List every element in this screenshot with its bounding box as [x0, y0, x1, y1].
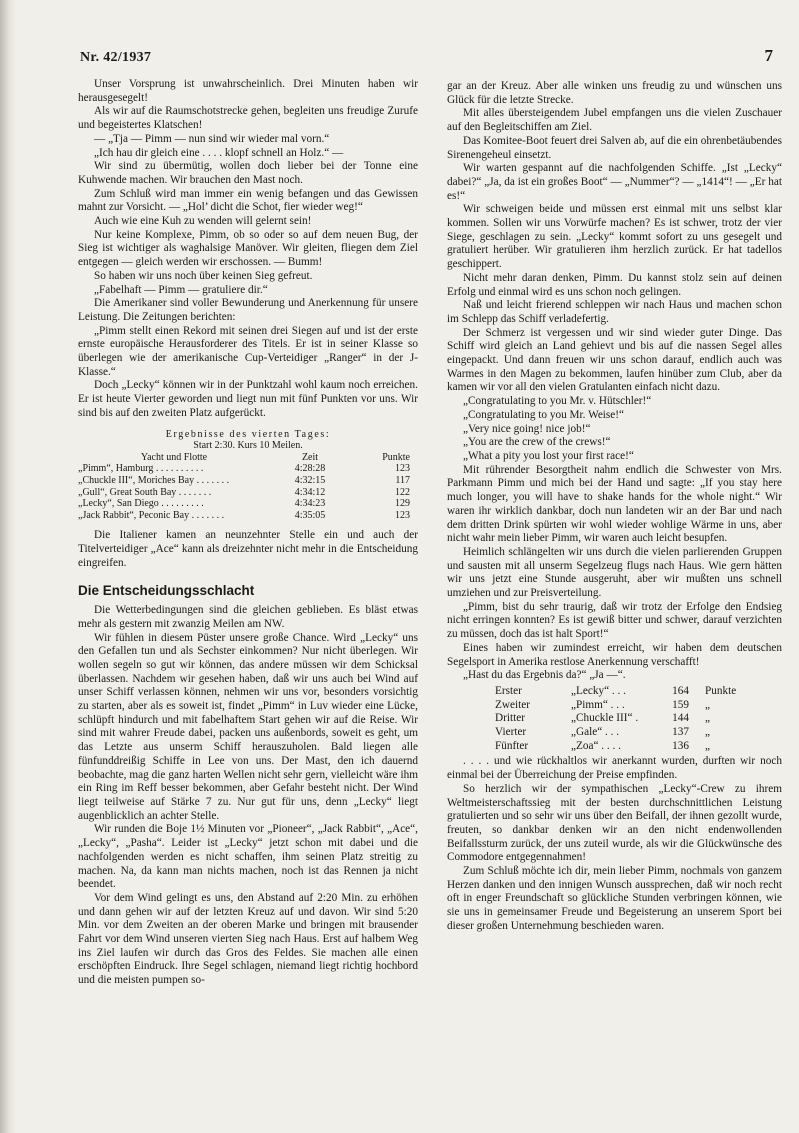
issue-number: Nr. 42/1937: [80, 50, 152, 65]
header-yacht: Yacht und Flotte: [140, 451, 208, 463]
paragraph: Wir sind zu übermütig, wollen doch lieber bei der Tonne eine Kuhwende machen. Wir brauchen den Mast noch.: [78, 160, 418, 186]
yacht-cell: „Gale“ . . .: [571, 726, 620, 739]
points-cell: 129: [395, 498, 410, 510]
place-cell: Vierter: [495, 726, 527, 739]
paragraph: Zum Schluß möchte ich dir, mein lieber Pimm, nochmals von ganzem Herzen danken und den innigen Wunsch aussprechen, daß wir noch recht oft in enger Freundschaft so glückliche Stunden verbringen können, wie sie uns in gemeinsamer Freude und Begeisterung an unserem Sport bei dieser großen Unternehmung beschieden waren.: [447, 865, 782, 932]
yacht-cell: „Chuckle III“, Moriches Bay . . . . . . .: [78, 474, 230, 486]
final-standings-table: [447, 685, 782, 754]
section-heading: Die Entscheidungsschlacht: [78, 583, 255, 599]
quote-line: „Congratulating to you Mr. v. Hütschler!“: [463, 395, 652, 408]
points-cell: 136: [672, 739, 689, 752]
paragraph: gar an der Kreuz. Aber alle winken uns freudig zu und wünschen uns Glück für die letzte Strecke.: [447, 80, 782, 106]
results-row: [78, 510, 418, 522]
points-cell: 137: [672, 726, 689, 739]
paragraph: Die Italiener kamen an neunzehnter Stelle ein und auch der Titelverteidiger „Ace“ kann als dreizehnter nicht mehr in die Entscheidung eingreifen.: [78, 529, 418, 569]
standings-row: [447, 685, 782, 699]
left-column: [78, 78, 418, 988]
place-cell: Zweiter: [495, 698, 530, 711]
yacht-cell: „Zoa“ . . . .: [571, 739, 621, 752]
paragraph: . . . . und wie rückhaltlos wir anerkannt wurden, durften wir noch einmal bei der Überreichung der Preise empfinden.: [447, 755, 782, 782]
results-row: [78, 498, 418, 510]
results-row: [78, 463, 418, 475]
paragraph: Wir fühlen in diesem Püster unsere große Chance. Wird „Lecky“ uns den Gefallen tun und als Sechster einkommen? Nur nicht überlegen. Wir wollen segeln so gut wir können, das andere müssen wir dem Schicksal überlassen. Nachdem wir gesehen haben, daß wir uns auch bei Wind auf unser Schiff verlassen können, nehmen wir uns vor, besonders vorsichtig zu starten, aber als es soweit ist, findet „Pimm“ in Luv wieder eine Lücke, schlüpft hindurch und mit fabelhaftem Start gehen wir auf die Reise. Wir sind mit wahrer Freude dabei, packen uns außenbords, soweit es geht, um das Letzte aus unserm Schiff herauszuholen. Bald liegen alle fünfunddreißig Schiffe in Lee von uns. Der Mast, den ich dauernd beobachte, mag die ganz harten Wellen nicht sehr gern, vielleicht wäre ihm ein Ring im Reff besser bekommen, aber Gefahr besteht nicht. Der Wind liegt teilweise auf Stärke 7 zu. Nur gut für uns, denn „Lecky“ liegt augenblicklich an achter Stelle.: [78, 631, 418, 822]
standings-row: [447, 740, 782, 754]
paragraph: Mit alles übersteigendem Jubel empfangen uns die vielen Zuschauer auf den Begleitschiffen am Ziel.: [447, 107, 782, 134]
points-cell: 117: [395, 474, 410, 486]
paragraph: Das Komitee-Boot feuert drei Salven ab, auf die ein ohrenbetäubendes Sirenengeheul einsetzt.: [447, 134, 782, 161]
paragraph: So herzlich wir der sympathischen „Lecky“-Crew zu ihrem Weltmeisterschaftssieg mit der besten durchschnittlichen Leistung gratulierten und so sehr wir uns über den Beifall, der ihnen gezollt wurde, freuten, so dankbar denken wir an den nicht endenwollenden Beifallssturm zurück, der uns zuteil wurde, als wir die Glückwünsche des Commodore entgegennahmen!: [447, 782, 782, 864]
paragraph: Mit rührender Besorgtheit nahm endlich die Schwester von Mrs. Parkmann Pimm und mich bei der Hand und sagte: „If you stay here much longer, you will have to shake hands for the whole night.“ Wir waren ihr wirklich dankbar, doch nun landeten wir an der Bar und nach dem dritten Drink spürten wir wohl wieder wohlige Wärme in uns, aber nicht wahr mein lieber Pimm, wir waren auch leicht besupfen.: [447, 463, 782, 545]
yacht-cell: „Lecky“ . . .: [571, 684, 626, 697]
yacht-cell: „Pimm“, Hamburg . . . . . . . . . .: [78, 463, 204, 475]
standings-row: [447, 699, 782, 713]
points-cell: 159: [672, 698, 689, 711]
time-cell: 4:35:05: [294, 509, 326, 521]
paragraph: Wir schweigen beide und müssen erst einmal mit uns selbst klar kommen. Sollen wir uns Vorwürfe machen? Es ist schwer, trotz der vier Siege, geschlagen zu sein. „Lecky“ kommt sofort zu uns gesegelt und gratuliert herüber. Wir gratulieren ihm herzlich zurück. Er hat tadellos geschippert.: [447, 203, 782, 271]
quote-line: „Very nice going! nice job!“: [463, 422, 591, 435]
quote-line: „You are the crew of the crews!“: [463, 436, 611, 449]
right-column: [447, 80, 782, 934]
results-row: [78, 487, 418, 499]
page-number: 7: [764, 46, 773, 65]
results-title: Ergebnisse des vierten Tages:: [165, 428, 331, 440]
paragraph: „Pimm stellt einen Rekord mit seinen drei Siegen auf und ist der erste ernste europäische Herausforderer des Titels. Er ist in seiner Klasse so überlegen wie der amerikanische Cup-Verteidiger „Ranger“ in der J-Klasse.“: [78, 324, 418, 378]
paragraph: Als wir auf die Raumschotstrecke gehen, begleiten uns freudige Zurufe und begeistertes Klatschen!: [78, 105, 418, 132]
yacht-cell: „Pimm“ . . .: [571, 698, 625, 711]
paragraph: Die Amerikaner sind voller Bewunderung und Anerkennung für unsere Leistung. Die Zeitungen berichten:: [78, 297, 418, 323]
time-cell: 4:28:28: [294, 463, 326, 475]
paragraph: Der Schmerz ist vergessen und wir sind wieder guter Dinge. Das Schiff wird gleich an Land gehievt und bis auf die nassen Segel alles eingepackt. Und dann freuen wir uns schon darauf, endlich auch was Warmes in den Magen zu bekommen, laufen hinüber zum Club, aber da kamen wir vor all den vielen Gratulanten einfach nicht dazu.: [447, 326, 782, 394]
day-four-results-table: [78, 429, 418, 522]
paragraph: Auch wie eine Kuh zu wenden will gelernt sein!: [94, 215, 312, 228]
place-cell: Dritter: [495, 712, 525, 725]
results-row: [78, 475, 418, 487]
paragraph: „Hast du das Ergebnis da?“ „Ja —“.: [463, 669, 626, 682]
unit-cell: „: [705, 698, 710, 711]
header-points: Punkte: [382, 451, 410, 463]
paragraph: Wir runden die Boje 1½ Minuten vor „Pioneer“, „Jack Rabbit“, „Ace“, „Lecky“, „Pasha“. Leider ist „Lecky“ jetzt schon mit dabei und die nachfolgenden werden es nicht schaffen, ihm seinen Platz streitig zu machen. Na, da kann man nichts machen, noch ist das Rennen ja nicht beendet.: [78, 823, 418, 891]
points-cell: 144: [672, 712, 689, 725]
paragraph: „Pimm, bist du sehr traurig, daß wir trotz der Erfolge den Endsieg nicht erringen konnten? Es ist gewiß bitter und schwer, darauf verzichten zu müssen, doch das ist halt Sport!“: [447, 600, 782, 641]
standings-row: [447, 726, 782, 740]
points-cell: 123: [395, 509, 410, 521]
points-cell: 123: [395, 463, 410, 475]
time-cell: 4:34:23: [294, 498, 326, 510]
header-time: Zeit: [301, 451, 319, 463]
quote-line: „What a pity you lost your first race!“: [463, 449, 634, 462]
results-subtitle: Start 2:30. Kurs 10 Meilen.: [193, 440, 303, 452]
yacht-cell: „Jack Rabbit“, Peconic Bay . . . . . . .: [78, 509, 225, 521]
paragraph: Nicht mehr daran denken, Pimm. Du kannst stolz sein auf deinen Erfolg und einmal wird es uns schon noch gelingen.: [447, 271, 782, 298]
quote-line: „Congratulating to you Mr. Weise!“: [463, 408, 625, 421]
paragraph: Die Wetterbedingungen sind die gleichen geblieben. Es bläst etwas mehr als gestern mit zwanzig Meilen am NW.: [78, 604, 418, 630]
left-paragraphs-a: [78, 78, 418, 421]
paragraph: — „Tja — Pimm — nun sind wir wieder mal vorn.“: [94, 132, 330, 145]
binding-shadow: [0, 0, 16, 1133]
paragraph: „Fabelhaft — Pimm — gratuliere dir.“: [94, 283, 268, 296]
points-cell: 164: [672, 684, 689, 697]
paragraph: Naß und leicht frierend schleppen wir nach Haus und machen schon im Schlepp das Schiff verladefertig.: [447, 299, 782, 325]
paragraph: Heimlich schlängelten wir uns durch die vielen parlierenden Gruppen und sausten mit all unserm Segelzeug flugs nach Haus. Wie gern hätten wir uns jetzt eine Stunde ausgeruht, aber wir mußten uns schnell umziehen und zur Preisverteilung.: [447, 545, 782, 600]
standings-row: [447, 712, 782, 726]
unit-cell: „: [705, 726, 710, 739]
paragraph: Nur keine Komplexe, Pimm, ob so oder so auf dem neuen Bug, der Sieg ist wichtiger als waghalsige Manöver. Wir gleiten, fliegen dem Ziel entgegen — gleich werden wir erschossen. — Bumm!: [78, 228, 418, 269]
place-cell: Fünfter: [495, 739, 529, 752]
time-cell: 4:32:15: [294, 474, 326, 486]
unit-cell: „: [705, 712, 710, 725]
paragraph: So haben wir uns noch über keinen Sieg gefreut.: [94, 269, 313, 282]
yacht-cell: „Chuckle III“ .: [571, 712, 639, 725]
yacht-cell: „Lecky“, San Diego . . . . . . . . .: [78, 498, 204, 510]
points-cell: 122: [395, 486, 410, 498]
paragraph: Wir warten gespannt auf die nachfolgenden Schiffe. „Ist „Lecky“ dabei?“ „Ja, da ist ein großes Boot“ — „Nummer“? — „1414“! — „Er hat es!“: [447, 162, 782, 202]
time-cell: 4:34:12: [294, 486, 326, 498]
paragraph: Eines haben wir zumindest erreicht, wir haben dem deutschen Segelsport in Amerika restlose Anerkennung verschafft!: [447, 641, 782, 668]
paragraph: Vor dem Wind gelingt es uns, den Abstand auf 2:20 Min. zu erhöhen und dann gehen wir auf der letzten Kreuz auf und davon. Wir sind 5:20 Min. vor dem Zweiten an der oberen Marke und bringen mit brausender Fahrt vor dem Wind unseren vierten Sieg nach Haus. Erst auf halbem Weg ins Ziel laufen wir durch das Gros des Feldes. Sie machen alle einen erschöpften Eindruck. Ihre Segel schlagen, niemand liegt richtig hochbord und die meisten pumpen so-: [78, 891, 418, 987]
unit-cell: „: [705, 739, 710, 752]
paragraph: Doch „Lecky“ können wir in der Punktzahl wohl kaum noch erreichen. Er ist heute Vierter geworden und liegt nun mit fünf Punkten vor uns. Wir sind bis auf den zweiten Platz aufgerückt.: [78, 379, 418, 419]
place-cell: Erster: [495, 684, 522, 697]
yacht-cell: „Gull“, Great South Bay . . . . . . .: [78, 486, 212, 498]
paragraph: Unser Vorsprung ist unwahrscheinlich. Drei Minuten haben wir herausgesegelt!: [78, 78, 418, 104]
unit-cell: Punkte: [705, 684, 737, 697]
paragraph: Zum Schluß wird man immer ein wenig befangen und das Gewissen mahnt zur Vorsicht. — „Hol’ dicht die Schot, fier wieder weg!“: [78, 187, 418, 214]
paragraph: „Ich hau dir gleich eine . . . . klopf schnell an Holz.“ —: [94, 146, 344, 159]
results-header-row: [78, 452, 418, 464]
